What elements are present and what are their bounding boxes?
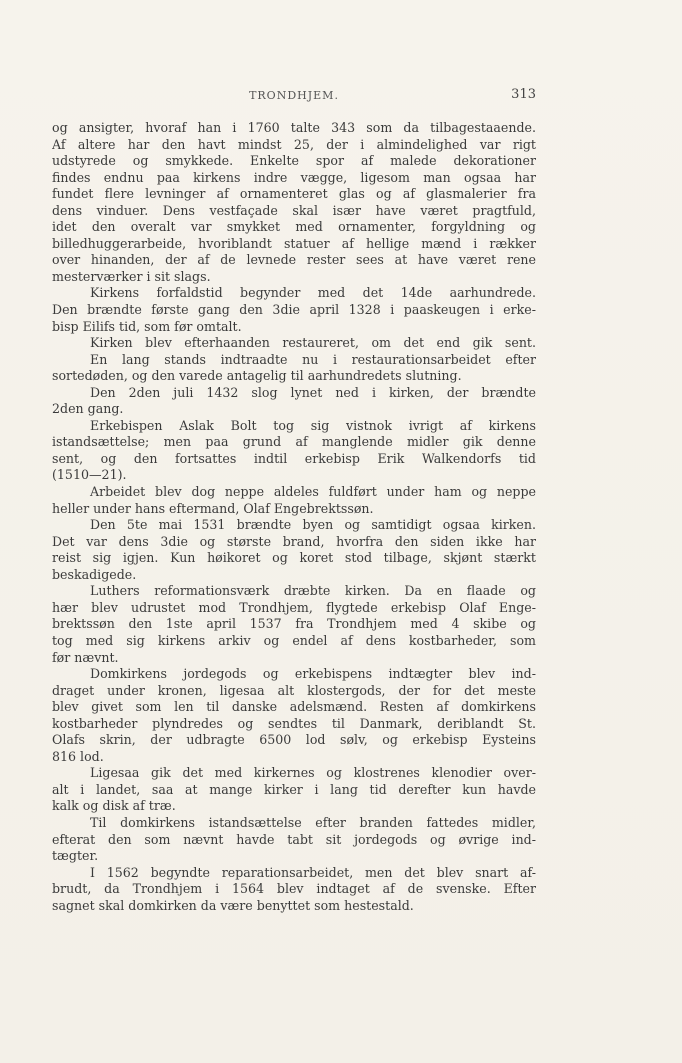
text-line: dens vinduer. Dens vestfaçade skal især have været pragtfuld, <box>52 202 536 218</box>
text-line: Arbeidet blev dog neppe aldeles fuldført under ham og neppe <box>90 484 536 500</box>
text-line: Luthers reformationsværk dræbte kirken. Da en flaade og <box>90 583 536 599</box>
text-line: og ansigter, hvoraf han i 1760 talte 343 som da tilbagestaaende. <box>52 120 536 135</box>
text-line: Den 2den juli 1432 slog lynet ned i kirken, der brændte <box>90 384 536 400</box>
text-line: Kirkens forfaldstid begynder med det 14de aarhundrede. <box>90 285 536 301</box>
text-line: kostbarheder plyndredes og sendtes til Danmark, deriblandt St. <box>52 715 536 731</box>
running-head <box>52 89 536 107</box>
text-line: før nævnt. <box>52 649 119 665</box>
text-line: 816 lod. <box>52 748 104 764</box>
text-line: I 1562 begyndte reparationsarbeidet, men det blev snart af- <box>90 864 536 880</box>
text-line: sagnet skal domkirken da være benyttet som hestestald. <box>52 897 414 913</box>
text-line: 2den gang. <box>52 401 124 417</box>
text-line: Kirken blev efterhaanden restaureret, om det end gik sent. <box>90 335 536 351</box>
text-line: Erkebispen Aslak Bolt tog sig vistnok ivrigt af kirkens <box>90 417 536 433</box>
text-line: draget under kronen, ligesaa alt klostergods, der for det meste <box>52 682 536 698</box>
text-line: udstyrede og smykkede. Enkelte spor af malede dekorationer <box>52 153 536 169</box>
text-line: kalk og disk af træ. <box>52 798 176 814</box>
text-line: sortedøden, og den varede antagelig til aarhundredets slutning. <box>52 368 462 384</box>
text-line: over hinanden, der af de levnede rester sees at have været rene <box>52 252 536 268</box>
text-line: Til domkirkens istandsættelse efter branden fattedes midler, <box>90 814 536 830</box>
body-text <box>52 120 536 914</box>
text-line: findes endnu paa kirkens indre vægge, ligesom man ogsaa har <box>52 169 536 185</box>
text-line: (1510—21). <box>52 467 127 483</box>
text-line: mesterværker i sit slags. <box>52 268 211 284</box>
text-line: blev givet som len til danske adelsmænd. Resten af domkirkens <box>52 699 536 715</box>
running-title: TRONDHJEM. <box>249 89 339 102</box>
text-line: heller under hans eftermand, Olaf Engebrektssøn. <box>52 500 374 516</box>
text-line: Den 5te mai 1531 brændte byen og samtidigt ogsaa kirken. <box>90 517 536 533</box>
text-line: sent, og den fortsattes indtil erkebisp Erik Walkendorfs tid <box>52 450 536 466</box>
text-line: alt i landet, saa at mange kirker i lang tid derefter kun havde <box>52 781 536 797</box>
text-line: Domkirkens jordegods og erkebispens indtægter blev ind- <box>90 666 536 682</box>
text-line: tægter. <box>52 848 99 864</box>
text-line: Den brændte første gang den 3die april 1328 i paaskeugen i erke- <box>52 302 536 318</box>
text-line: Det var dens 3die og største brand, hvorfra den siden ikke har <box>52 533 536 549</box>
text-line: tog med sig kirkens arkiv og endel af dens kostbarheder, som <box>52 632 536 648</box>
text-line: bisp Eilifs tid, som før omtalt. <box>52 318 242 334</box>
text-line: efterat den som nævnt havde tabt sit jordegods og øvrige ind- <box>52 831 536 847</box>
text-line: reist sig igjen. Kun høikoret og koret stod tilbage, skjønt stærkt <box>52 550 536 566</box>
text-line: idet den overalt var smykket med ornamenter, forgyldning og <box>52 219 536 235</box>
text-line: En lang stands indtraadte nu i restaurationsarbeidet efter <box>90 351 536 367</box>
text-line: hær blev udrustet mod Trondhjem, flygtede erkebisp Olaf Enge- <box>52 599 536 615</box>
text-line: brektssøn den 1ste april 1537 fra Trondhjem med 4 skibe og <box>52 616 536 632</box>
page-number: 313 <box>511 87 536 102</box>
text-line: Ligesaa gik det med kirkernes og klostrenes klenodier over- <box>90 765 536 781</box>
text-line: beskadigede. <box>52 566 137 582</box>
text-line: istandsættelse; men paa grund af manglende midler gik denne <box>52 434 536 450</box>
text-line: Af altere har den havt mindst 25, der i almindelighed var rigt <box>52 136 536 152</box>
text-line: fundet flere levninger af ornamenteret glas og af glasmalerier fra <box>52 186 536 202</box>
text-line: billedhuggerarbeide, hvoriblandt statuer af hellige mænd i rækker <box>52 235 536 251</box>
text-line: brudt, da Trondhjem i 1564 blev indtaget af de svenske. Efter <box>52 881 536 897</box>
text-line: Olafs skrin, der udbragte 6500 lod sølv, og erkebisp Eysteins <box>52 732 536 748</box>
